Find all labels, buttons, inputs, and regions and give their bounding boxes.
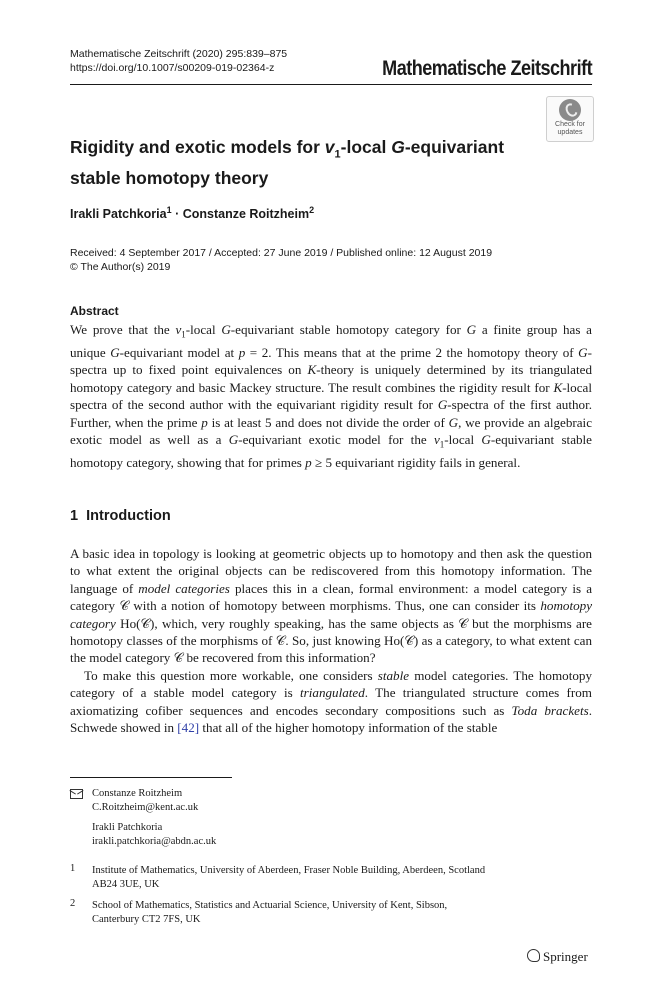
coauthor-name: Irakli Patchkoria <box>92 822 163 833</box>
article-title: Rigidity and exotic models for $v_1$-local G-equivariant stable homotopy theory <box>70 137 505 188</box>
journal-brand-logo: Mathematische Zeitschrift <box>382 57 592 80</box>
section-title: Introduction <box>86 508 171 524</box>
affiliation-2: School of Mathematics, Statistics and Actuarial Science, University of Kent, Sibson, Canterbury CT2 7FS, UK <box>92 900 448 925</box>
corresponding-author <box>92 787 198 815</box>
envelope-icon <box>70 789 83 799</box>
footnote-rule <box>70 777 232 778</box>
title-symbol-g: G <box>391 137 405 157</box>
coauthor-contact <box>92 821 216 849</box>
affiliation-number-1: 1 <box>70 863 76 874</box>
author-name[interactable]: Irakli Patchkoria <box>70 207 167 222</box>
affiliation-1: Institute of Mathematics, University of Aberdeen, Fraser Noble Building, Aberdeen, Scotland AB24 3UE, UK <box>92 865 486 890</box>
section-heading-introduction <box>70 508 171 524</box>
badge-line2: updates <box>557 129 583 136</box>
affiliation-number-2: 2 <box>70 898 76 909</box>
check-for-updates-icon <box>559 99 581 121</box>
springer-horse-icon <box>527 949 540 962</box>
coauthor-email[interactable]: irakli.patchkoria@abdn.ac.uk <box>92 836 217 847</box>
badge-line1: Check for <box>555 121 585 128</box>
affiliation-marker[interactable]: 1 <box>166 205 172 215</box>
copyright-line: © The Author(s) 2019 <box>70 261 171 273</box>
dates-line: Received: 4 September 2017 / Accepted: 27 June 2019 / Published online: 12 August 2019 <box>70 247 493 259</box>
doi-link[interactable]: https://doi.org/10.1007/s00209-019-02364-z <box>70 62 275 74</box>
section-number: 1 <box>70 508 79 524</box>
header-rule <box>70 84 592 85</box>
publisher-name: Springer <box>543 949 588 964</box>
author-list <box>70 205 314 221</box>
author-separator: · <box>171 207 183 222</box>
abstract-body: We prove that the $v_1$-local G-equivariant stable homotopy category for G a finite group has a unique G-equivariant model at p = 2. This means that at the prime 2 the homotopy theory of G-spectra up to fixed point equivalences on K-theory is uniquely determined by its triangulated homotopy category and basic Mackey structure. The result combines the rigidity result for K-local spectra of the second author with the equivariant rigidity result for G-spectra of the first author. Further, when the prime p is at least 5 and does not divide the order of G, we provide an algebraic exotic model as well as a G-equivariant exotic model for the $v_1$-local G-equivariant stable homotopy category, showing that for primes p ≥ 5 equivariant rigidity fails in general. <box>70 322 593 471</box>
intro-paragraph-2: To make this question more workable, one considers stable model categories. The homotopy category of a stable model category is triangulated. The triangulated structure comes from axiomatizing cofiber sequences and encodes secondary compositions such as Toda brackets. Schwede showed in [42] that all of the higher homotopy information of the stable <box>70 667 592 736</box>
author-name[interactable]: Constanze Roitzheim <box>182 207 310 222</box>
corresponding-author-name: Constanze Roitzheim <box>92 788 183 799</box>
title-symbol-v: v <box>324 137 335 157</box>
intro-paragraph-1: A basic idea in topology is looking at geometric objects up to homotopy and then ask the question to what extent the original objects can be rediscovered from this homotopy information. The language of model categories places this in a clean, formal environment: a model category is a category 𝒞 with a notion of homotopy between morphisms. Thus, one can consider its homotopy category Ho(𝒞), which, very roughly speaking, has the same objects as 𝒞 but the morphisms are homotopy classes of the morphisms of 𝒞. So, just knowing Ho(𝒞) as a category, to what extent can the model category 𝒞 be recovered from this information? <box>70 546 593 666</box>
introduction-body <box>70 545 592 736</box>
publication-dates <box>70 246 492 274</box>
check-for-updates-badge[interactable] <box>546 96 594 142</box>
affiliation-marker[interactable]: 2 <box>309 205 315 215</box>
abstract-heading: Abstract <box>70 304 119 318</box>
citation-line: Mathematische Zeitschrift (2020) 295:839–875 <box>70 48 288 60</box>
citation-link-42[interactable]: [42] <box>177 720 200 736</box>
title-subscript: 1 <box>334 148 341 161</box>
corresponding-author-email[interactable]: C.Roitzheim@kent.ac.uk <box>92 802 199 813</box>
springer-logo <box>527 949 588 965</box>
journal-header <box>70 47 592 80</box>
